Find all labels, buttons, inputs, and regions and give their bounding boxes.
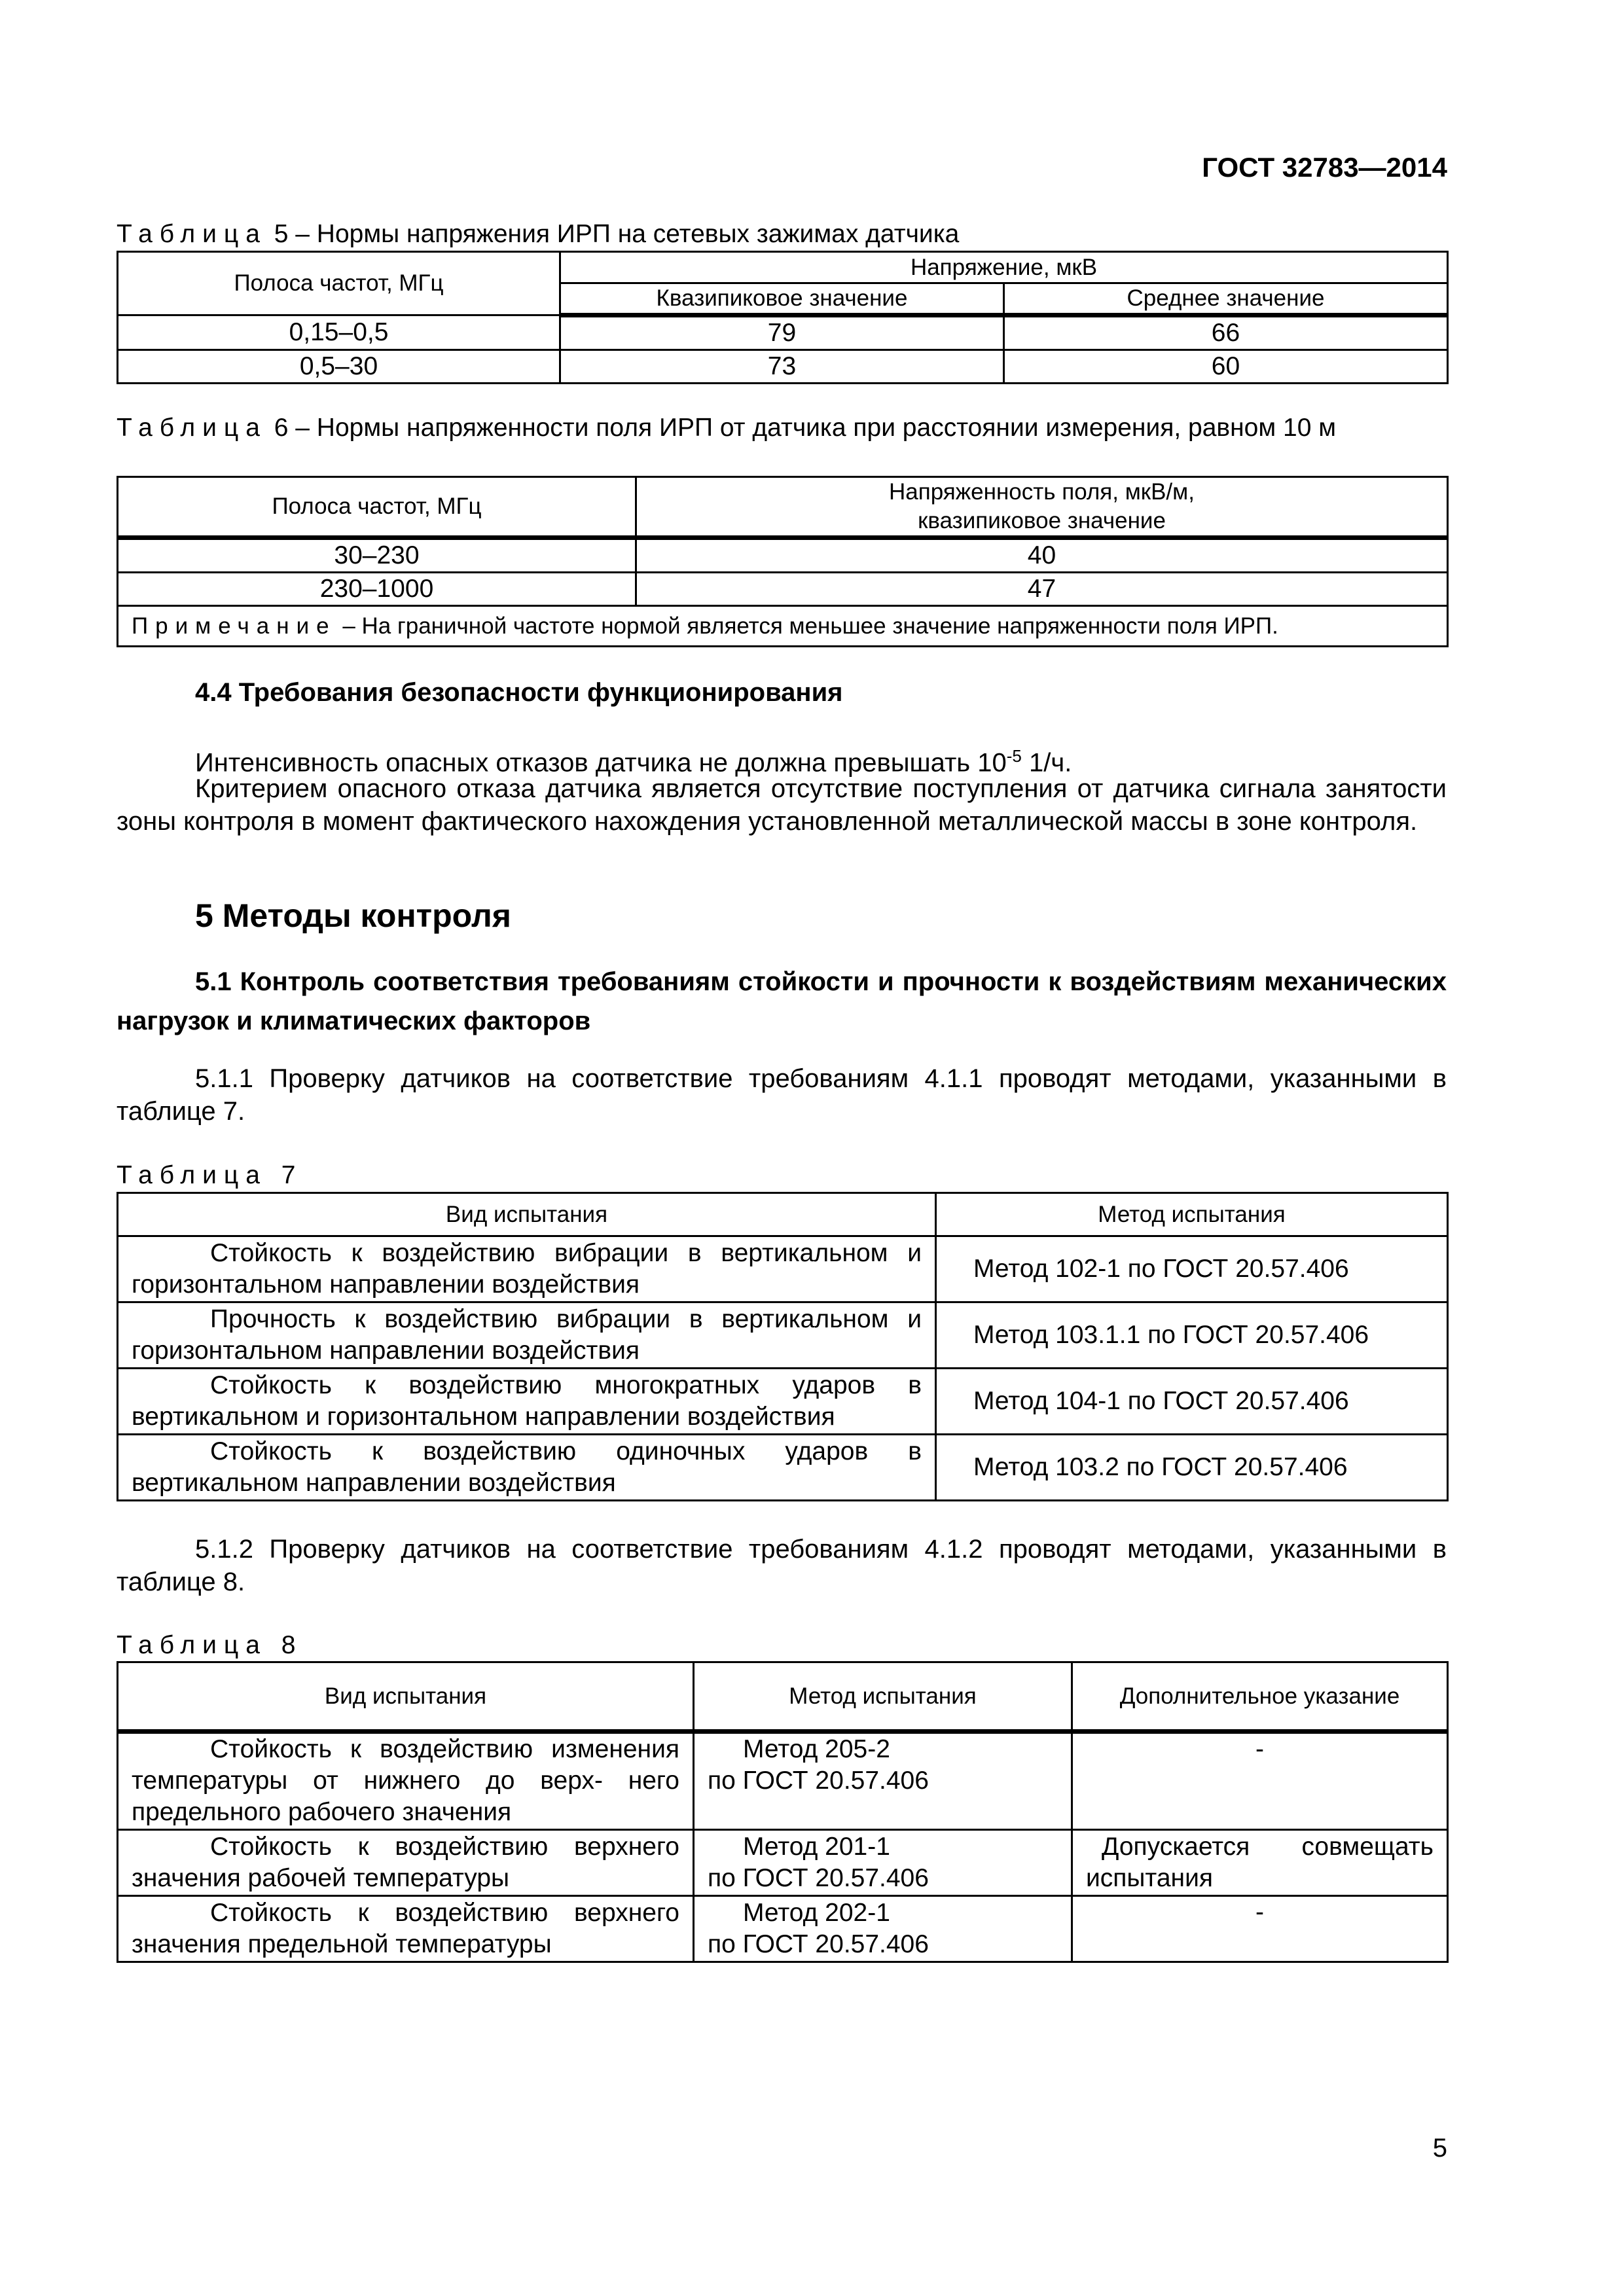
table5-cell-avg: 66 [1004, 315, 1448, 350]
table8-cell-method [694, 1830, 1072, 1896]
table-row [118, 1732, 1448, 1830]
table8-cell-method [694, 1732, 1072, 1830]
table8-cell-method [694, 1896, 1072, 1962]
table-row [118, 1830, 1448, 1896]
table6-cell-freq: 30–230 [118, 538, 636, 573]
table6-header-field-line1: Напряженность поля, мкВ/м, [889, 479, 1195, 505]
table6-header-field [636, 477, 1448, 538]
table-row [118, 1302, 1448, 1369]
table5-cell-quasi: 79 [560, 315, 1004, 350]
table8-method-line1: Метод 205-2 [743, 1735, 890, 1763]
table-6 [117, 476, 1449, 647]
table-row [118, 350, 1448, 384]
table8-cell-test: Стойкость к воздействию изменения температуры от нижнего до верх- него предельного рабочего значения [118, 1732, 694, 1830]
table5-header-freq: Полоса частот, МГц [118, 252, 560, 315]
table7-header-test: Вид испытания [118, 1193, 936, 1236]
table7-cell-method: Метод 104-1 по ГОСТ 20.57.406 [936, 1369, 1448, 1435]
table6-cell-freq: 230–1000 [118, 573, 636, 606]
paragraph-5-1-1: 5.1.1 Проверку датчиков на соответствие требованиям 4.1.1 проводят методами, указанными в таблице 7. [117, 1064, 1447, 1126]
table5-caption-label: Таблица [117, 220, 267, 248]
table6-note [118, 606, 1448, 647]
p1-exponent: -5 [1006, 746, 1022, 766]
table5-header-voltage: Напряжение, мкВ [560, 252, 1448, 283]
table8-cell-test: Стойкость к воздействию верхнего значения рабочей температуры [118, 1830, 694, 1896]
table6-caption-label: Таблица [117, 414, 267, 442]
table8-method-line1: Метод 202-1 [743, 1899, 890, 1927]
p1-unit: 1/ч. [1021, 748, 1072, 778]
table-row [118, 538, 1448, 573]
table5-header-quasi: Квазипиковое значение [560, 283, 1004, 315]
section-4-4-title: 4.4 Требования безопасности функционирования [195, 678, 843, 707]
table7-cell-test: Прочность к воздействию вибрации в вертикальном и горизонтальном направлении воздействия [118, 1302, 936, 1369]
table-8 [117, 1661, 1449, 1963]
table8-header-extra: Дополнительное указание [1072, 1662, 1448, 1732]
table6-cell-value: 47 [636, 573, 1448, 606]
table8-method-line2: по ГОСТ 20.57.406 [708, 1864, 929, 1892]
paragraph-5-1-2: 5.1.2 Проверку датчиков на соответствие требованиям 4.1.2 проводят методами, указанными в таблице 8. [117, 1535, 1447, 1596]
table8-cell-extra: - [1072, 1896, 1448, 1962]
table6-caption-text: 6 – Нормы напряженности поля ИРП от датчика при расстоянии измерения, равном 10 м [266, 414, 1337, 442]
table8-method-line2: по ГОСТ 20.57.406 [708, 1930, 929, 1958]
table8-method-line2: по ГОСТ 20.57.406 [708, 1767, 929, 1795]
table-row [118, 573, 1448, 606]
table5-caption [117, 219, 1445, 250]
table5-header-avg: Среднее значение [1004, 283, 1448, 315]
table5-cell-quasi: 73 [560, 350, 1004, 384]
table8-header-test: Вид испытания [118, 1662, 694, 1732]
table5-cell-freq: 0,5–30 [118, 350, 560, 384]
table8-cell-test: Стойкость к воздействию верхнего значения предельной температуры [118, 1896, 694, 1962]
section-5-1-title: 5.1 Контроль соответствия требованиям стойкости и прочности к воздействиям механических нагрузок и климатических факторов [117, 967, 1447, 1035]
standard-code: ГОСТ 32783—2014 [1202, 152, 1447, 183]
table6-header-field-line2: квазипиковое значение [918, 508, 1166, 533]
section-4-4-paragraph-2: Критерием опасного отказа датчика является отсутствие поступления от датчика сигнала занятости зоны контроля в момент фактического нахождения установленной металлической массы в зоне контроля. [117, 774, 1447, 836]
table6-note-label: Примечание [132, 613, 336, 639]
p1-text: Интенсивность опасных отказов датчика не должна превышать 10 [195, 748, 1007, 778]
table-5 [117, 251, 1449, 384]
table6-note-text: – На граничной частоте нормой является меньшее значение напряженности поля ИРП. [336, 613, 1278, 639]
table7-header-method: Метод испытания [936, 1193, 1448, 1236]
table5-cell-avg: 60 [1004, 350, 1448, 384]
table8-caption: Таблица 8 [117, 1631, 303, 1659]
table8-cell-extra: Допускается совмещать испытания [1072, 1830, 1448, 1896]
table5-caption-text: 5 – Нормы напряжения ИРП на сетевых зажимах датчика [266, 220, 960, 248]
table7-cell-test: Стойкость к воздействию одиночных ударов в вертикальном направлении воздействия [118, 1435, 936, 1501]
table7-cell-method: Метод 103.2 по ГОСТ 20.57.406 [936, 1435, 1448, 1501]
table-row [118, 1896, 1448, 1962]
table7-caption: Таблица 7 [117, 1161, 303, 1189]
table-row [118, 1435, 1448, 1501]
table-row [118, 315, 1448, 350]
table-row [118, 1369, 1448, 1435]
table-7 [117, 1192, 1449, 1501]
table-row [118, 1236, 1448, 1302]
table8-cell-extra: - [1072, 1732, 1448, 1830]
table6-cell-value: 40 [636, 538, 1448, 573]
table7-cell-method: Метод 102-1 по ГОСТ 20.57.406 [936, 1236, 1448, 1302]
page-number: 5 [1432, 2134, 1447, 2162]
table8-header-method: Метод испытания [694, 1662, 1072, 1732]
table7-cell-test: Стойкость к воздействию вибрации в вертикальном и горизонтальном направлении воздействия [118, 1236, 936, 1302]
table7-cell-test: Стойкость к воздействию многократных ударов в вертикальном и горизонтальном направлении воздействия [118, 1369, 936, 1435]
section-5-title: 5 Методы контроля [195, 897, 511, 934]
table5-cell-freq: 0,15–0,5 [118, 315, 560, 350]
table8-method-line1: Метод 201-1 [743, 1833, 890, 1861]
table6-header-freq: Полоса частот, МГц [118, 477, 636, 538]
table7-cell-method: Метод 103.1.1 по ГОСТ 20.57.406 [936, 1302, 1448, 1369]
table6-caption [117, 412, 1445, 444]
